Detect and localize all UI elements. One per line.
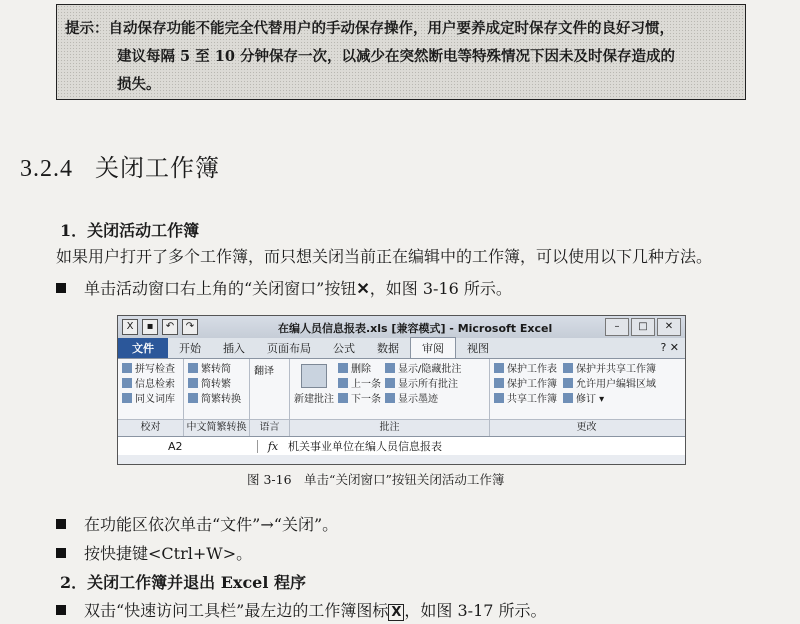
save-icon[interactable]: ▪ [142,319,158,335]
bullet-double-click-icon: 双击“快速访问工具栏”最左边的工作簿图标 X ，如图 3-17 所示。 [56,598,547,621]
new-comment-button[interactable]: 新建批注 [294,362,334,416]
convert-icon [188,393,198,403]
protect-share-icon [563,363,573,373]
group-label-changes: 更改 [576,422,597,433]
subsection-2-heading: 2．关闭工作簿并退出 Excel 程序 [60,573,307,592]
window-title: 在编人员信息报表.xls [兼容模式] - Microsoft Excel [278,322,553,335]
bullet-square-icon [56,283,66,293]
protect-sheet-button[interactable]: 保护工作表 [494,362,557,377]
bullet-square-icon [56,548,66,558]
show-hide-comment-button[interactable]: 显示/隐藏批注 [385,362,461,377]
next-icon [338,393,348,403]
show-ink-button[interactable]: 显示墨迹 [385,392,461,407]
tab-view[interactable]: 视图 [467,342,489,355]
tip-line-2: 建议每隔 5 至 10 分钟保存一次，以减少在突然断电等特殊情况下因未及时保存造成的 [117,48,675,65]
new-comment-icon [301,364,327,388]
tip-line-1: 提示：自动保存功能不能完全代替用户的手动保存操作，用户要养成定时保存文件的良好习惯， [65,20,674,37]
bullet-file-close: 在功能区依次单击“文件”→“关闭”。 [56,512,338,535]
window-close-icon[interactable]: ✕ [657,318,681,336]
thesaurus-button[interactable]: 同义词库 [122,392,179,407]
group-comments [290,359,490,419]
close-icon: ✕ [356,279,370,298]
group-label-language: 语言 [250,420,290,436]
group-labels [118,419,685,436]
figure-caption: 图 3-16 单击“关闭窗口”按钮关闭活动工作簿 [247,472,505,487]
trad-to-simp-button[interactable]: 繁转简 [188,362,245,377]
minimize-icon[interactable]: – [605,318,629,336]
protect-share-button[interactable]: 保护并共享工作簿 [563,362,656,377]
ribbon-tabs [118,338,685,358]
protect-icon [494,378,504,388]
research-button[interactable]: 信息检索 [122,377,179,392]
ink-icon [385,393,395,403]
section-title [20,148,220,183]
fx-icon[interactable]: fx [267,439,279,453]
group-label-proofing: 校对 [118,420,184,436]
section-number: 3.2.4 [20,156,73,182]
delete-icon [338,363,348,373]
quick-access-toolbar [122,319,198,335]
workbook-icon: X [388,604,404,621]
ribbon-review [118,358,685,419]
close-workbook-icon[interactable]: ✕ [669,341,679,354]
tab-file[interactable]: 文件 [118,338,168,358]
convert-icon [188,378,198,388]
bullet-square-icon [56,519,66,529]
group-proofing [118,359,184,419]
subsection-1-heading: 1．关闭活动工作簿 [60,221,200,240]
tab-home[interactable]: 开始 [179,342,201,355]
group-label-conversion: 中文简繁转换 [184,420,250,436]
formula-value[interactable]: 机关事业单位在编人员信息报表 [288,440,442,453]
bullet-close-window: 单击活动窗口右上角的“关闭窗口”按钮✕，如图 3-16 所示。 [56,276,512,299]
allow-edit-icon [563,378,573,388]
spelling-button[interactable]: 拼写检查 [122,362,179,377]
show-all-icon [385,378,395,388]
simp-to-trad-button[interactable]: 简转繁 [188,377,245,392]
tab-review[interactable]: 审阅 [410,337,456,358]
group-chinese-conversion [184,359,250,419]
protect-workbook-button[interactable]: 保护工作簿 [494,377,557,392]
excel-title-bar [118,316,685,338]
share-icon [494,393,504,403]
maximize-icon[interactable]: □ [631,318,655,336]
previous-comment-button[interactable]: 上一条 [338,377,381,392]
protect-icon [494,363,504,373]
bullet-shortcut: 按快捷键<Ctrl+W>。 [56,541,252,564]
ribbon-right-controls [660,341,679,354]
conversion-button[interactable]: 简繁转换 [188,392,245,407]
previous-icon [338,378,348,388]
tip-label: 提示： [65,20,109,37]
bullet-square-icon [56,605,66,615]
tab-insert[interactable]: 插入 [223,342,245,355]
undo-icon[interactable]: ↶ [162,319,178,335]
tab-data[interactable]: 数据 [377,342,399,355]
thesaurus-icon [122,393,132,403]
help-icon[interactable]: ? [660,341,670,354]
tip-box [56,4,746,100]
name-box[interactable]: A2 [118,440,258,453]
group-changes [490,359,683,419]
tab-page-layout[interactable]: 页面布局 [267,342,311,355]
share-workbook-button[interactable]: 共享工作簿 [494,392,557,407]
translate-button[interactable]: 翻译 [250,359,290,419]
show-hide-icon [385,363,395,373]
excel-screenshot-figure [117,315,686,465]
excel-app-icon[interactable]: X [122,319,138,335]
spelling-icon [122,363,132,373]
tab-formulas[interactable]: 公式 [333,342,355,355]
redo-icon[interactable]: ↷ [182,319,198,335]
section-title-text: 关闭工作簿 [95,154,220,182]
group-label-comments: 批注 [290,420,490,436]
track-changes-button[interactable]: 修订 ▾ [563,392,656,407]
window-controls [605,318,681,336]
tip-line-3: 损失。 [117,76,161,93]
delete-comment-button[interactable]: 删除 [338,362,381,377]
track-changes-icon [563,393,573,403]
show-all-comments-button[interactable]: 显示所有批注 [385,377,461,392]
next-comment-button[interactable]: 下一条 [338,392,381,407]
formula-bar [118,436,685,455]
intro-paragraph: 如果用户打开了多个工作簿，而只想关闭当前正在编辑中的工作簿，可以使用以下几种方法。 [56,247,713,266]
research-icon [122,378,132,388]
convert-icon [188,363,198,373]
allow-edit-ranges-button[interactable]: 允许用户编辑区域 [563,377,656,392]
